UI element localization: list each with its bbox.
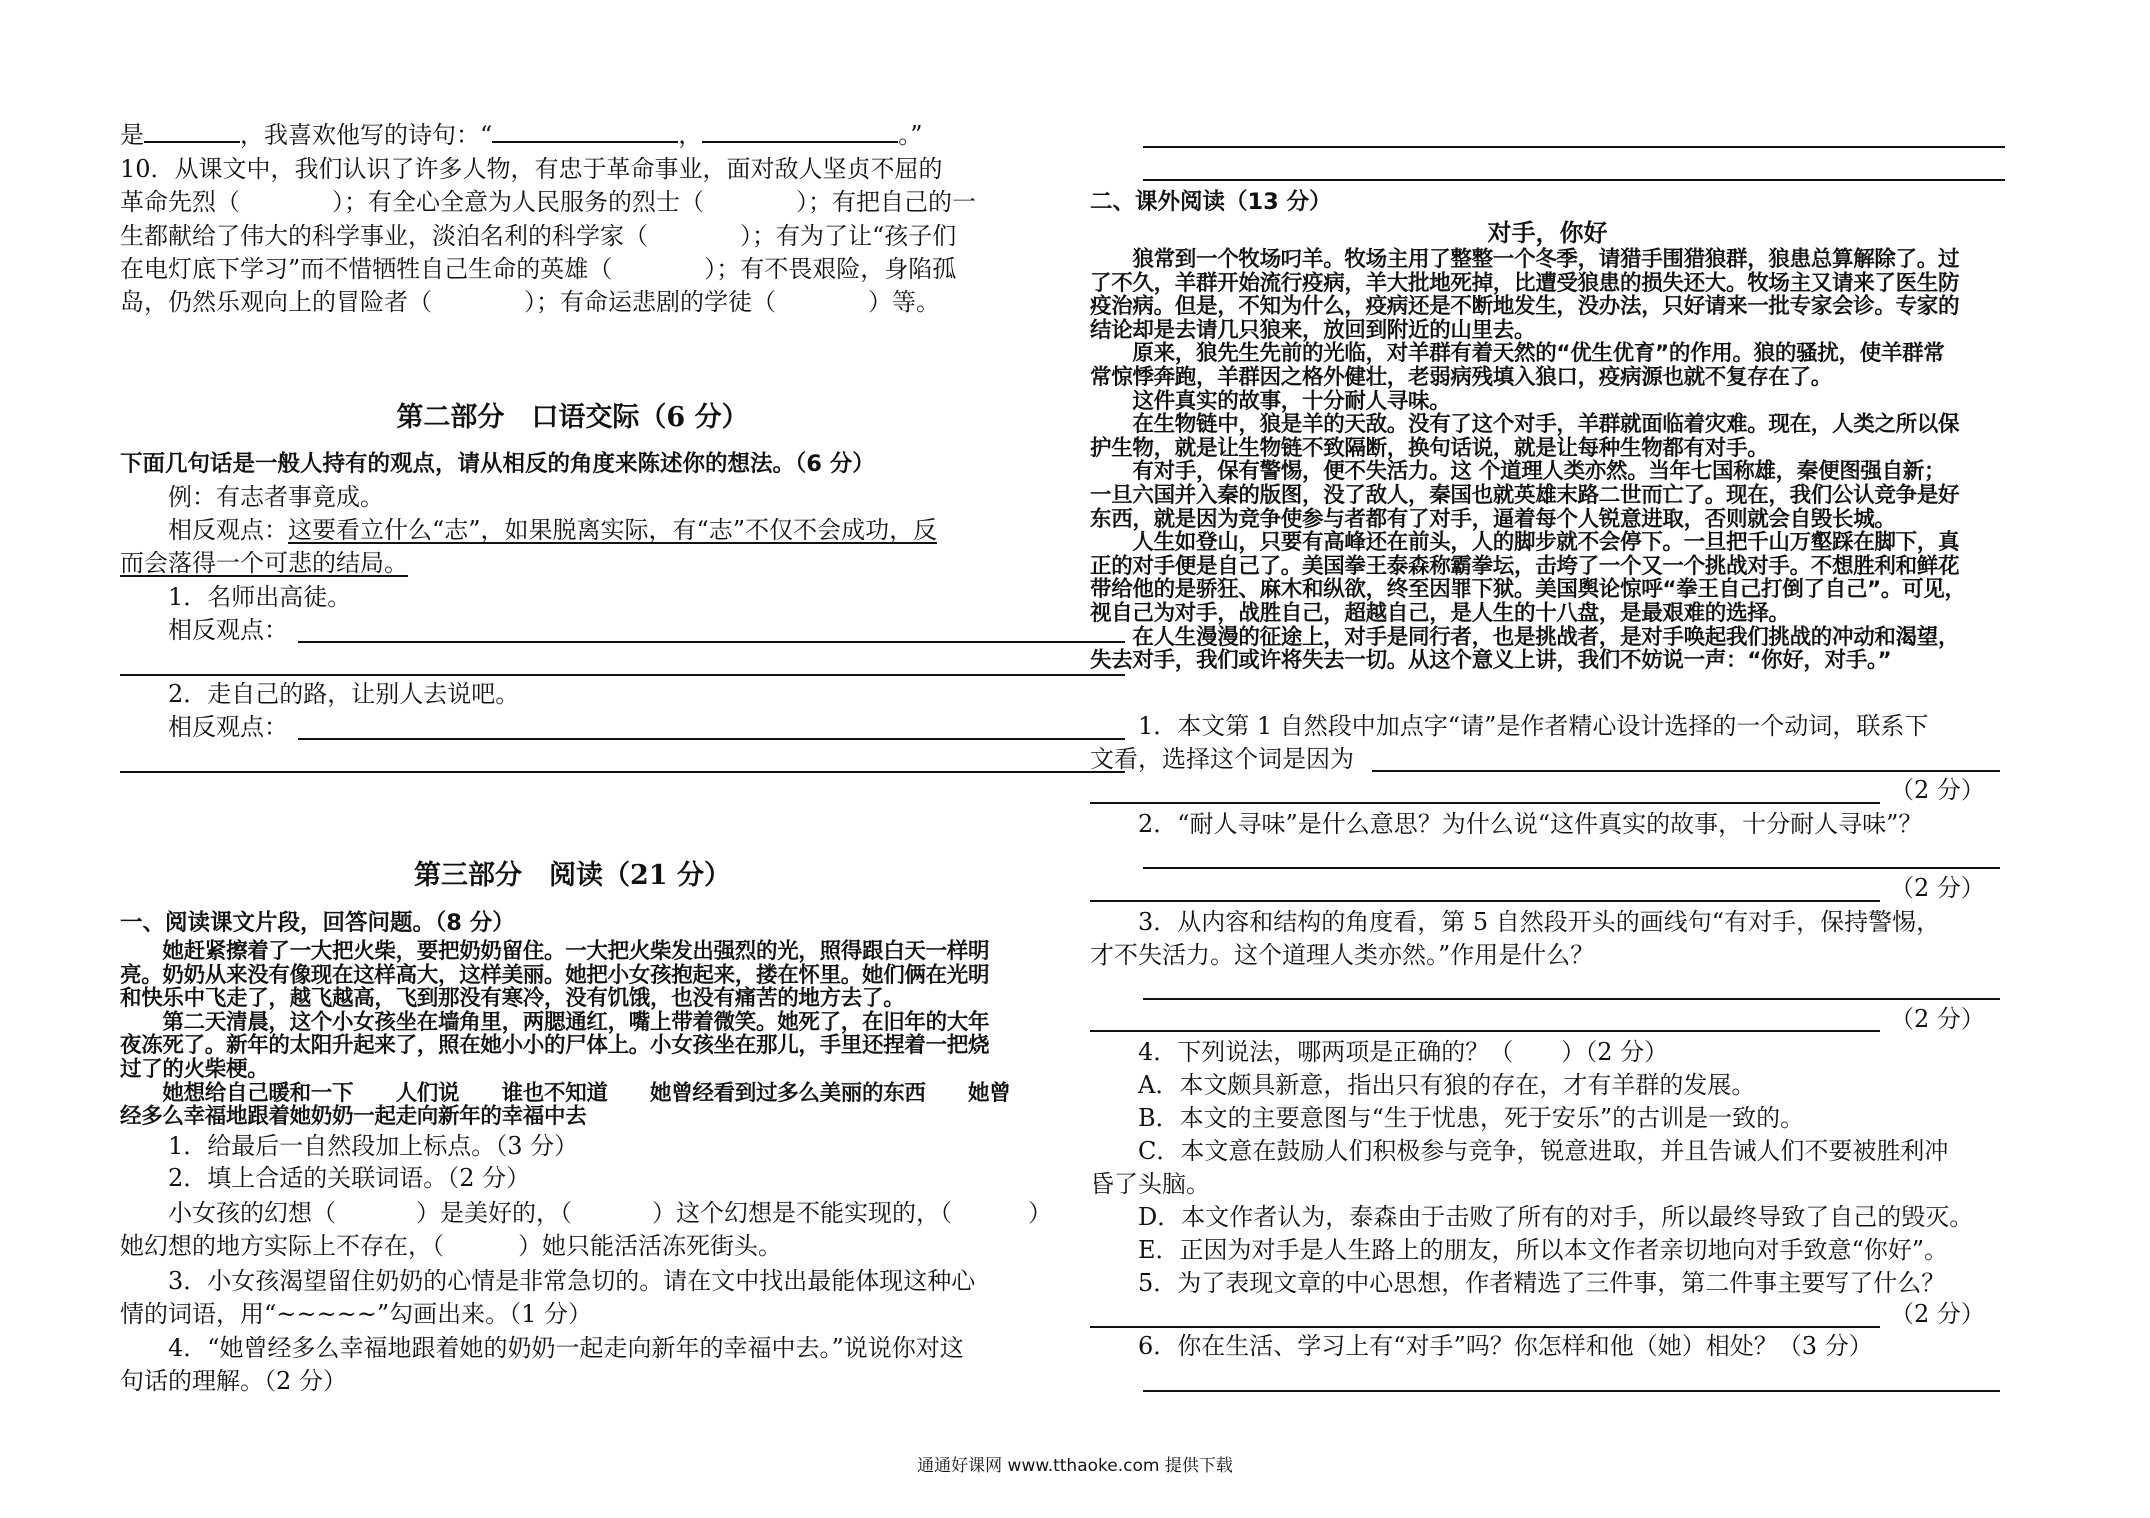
q10-l3b: ）；有为了让“孩子们	[740, 222, 957, 250]
q9-line	[120, 119, 923, 151]
rq1-answer-line-2[interactable]	[1090, 802, 1880, 804]
item2-answer-line-2[interactable]	[120, 771, 1125, 773]
q10-l2c: ）；有把自己的一	[796, 188, 976, 216]
rq6-answer-line[interactable]	[1143, 1390, 2000, 1392]
rq2-l2a: 她幻想的地方实际上不存在，（	[120, 1232, 444, 1260]
item1-answer-line-2[interactable]	[120, 674, 1125, 676]
q10-l5b: ）；有命运悲剧的学徒（	[524, 288, 776, 316]
q9-mid: ，我喜欢他写的诗句：“	[240, 121, 493, 149]
section2-title: 二、课外阅读（13 分）	[1090, 189, 1332, 215]
item1-answer-line-1[interactable]	[298, 641, 1125, 643]
rq3-line-2: 才不失活力。这个道理人类亦然。”作用是什么？	[1090, 941, 1595, 969]
option-a[interactable]: A．本文颇具新意，指出只有狼的存在，才有羊群的发展。	[1138, 1071, 1756, 1099]
example-answer-line-1	[120, 514, 937, 546]
story-line: 带给他的是骄狂、麻木和纵欲，终至因罪下狱。美国舆论惊呼“拳王自己打倒了自己”。可见，	[1090, 577, 1966, 603]
rq5-answer-line[interactable]	[1090, 1326, 1880, 1328]
part3-title: 第三部分 阅读（21 分）	[414, 860, 731, 891]
q10-line-1: 10．从课文中，我们认识了许多人物，有忠于革命事业，面对敌人坚贞不屈的	[120, 155, 943, 183]
reading-q2-line-1	[120, 1197, 1052, 1229]
example-line: 例：有志者事竟成。	[168, 483, 384, 511]
story-line: 视自己为对手，战胜自己，超越自己，是人生的十八盘，是最艰难的选择。	[1090, 600, 1790, 626]
reading-q4-line-2: 句话的理解。（2 分）	[120, 1367, 347, 1395]
reading-q4-line-1: 4．“她曾经多么幸福地跟着她的奶奶一起走向新年的幸福中去。”说说你对这	[168, 1334, 964, 1362]
passage-line: 经多么幸福地跟着她奶奶一起走向新年的幸福中去	[120, 1104, 587, 1130]
q10-l3a: 生都献给了伟大的科学事业，淡泊名利的科学家（	[120, 222, 648, 250]
q10-l4b: ）；有不畏艰险，身陷孤	[704, 255, 957, 283]
option-e[interactable]: E．正因为对手是人生路上的朋友，所以本文作者亲切地向对手致意“你好”。	[1138, 1236, 1949, 1264]
rq1-score: （2 分）	[1890, 776, 1985, 804]
rq2-l1a: 小女孩的幻想（	[168, 1199, 336, 1227]
q10-line-3	[120, 220, 956, 252]
reading-q3-line-2: 情的词语，用“~~~~~”勾画出来。（1 分）	[120, 1300, 592, 1328]
story-line: 失去对手，我们或许将失去一切。从这个意义上讲，我们不妨说一声：“你好，对手。”	[1090, 648, 1892, 674]
item2-answer-line-1[interactable]	[298, 738, 1125, 740]
reading-q3-line-1: 3．小女孩渴望留住奶奶的心情是非常急切的。请在文中找出最能体现这种心	[168, 1267, 976, 1295]
example-answer-2: 而会落得一个可悲的结局。	[120, 549, 408, 577]
story-line: 结论却是去请几只狼来，放回到附近的山里去。	[1090, 317, 1536, 343]
story-line: 一旦六国并入秦的版图，没了敌人，秦国也就英雄末路二世而亡了。现在，我们公认竞争是好	[1090, 482, 1960, 508]
example-answer-1: 这要看立什么“志”，如果脱离实际，有“志”不仅不会成功，反	[288, 516, 938, 544]
rq3-answer-line-1[interactable]	[1143, 998, 2000, 1000]
passage-line: 过了的火柴梗。	[120, 1056, 269, 1082]
footer-credit: 通通好课网 www.tthaoke.com 提供下载	[917, 1456, 1233, 1476]
story	[1090, 248, 2010, 673]
story-line: 在生物链中，狼是羊的天敌。没有了这个对手，羊群就面临着灾难。现在，人类之所以保	[1090, 412, 1960, 438]
rq1-line-2: 文看，选择这个词是因为	[1090, 745, 1354, 773]
q10-l4a: 在电灯底下学习”而不惜牺牲自己生命的英雄（	[120, 255, 613, 283]
q9-blank-2[interactable]	[492, 119, 678, 143]
rq3-score: （2 分）	[1890, 1005, 1985, 1033]
rq2: 2．“耐人寻味”是什么意思？为什么说“这件真实的故事，十分耐人寻味”？	[1138, 810, 1923, 838]
passage-line: 亮。奶奶从来没有像现在这样高大，这样美丽。她把小女孩抱起来，搂在怀里。她们俩在光明	[120, 962, 990, 988]
q10-line-5	[120, 286, 940, 318]
part2-instruction: 下面几句话是一般人持有的观点，请从相反的角度来陈述你的想法。（6 分）	[120, 451, 875, 477]
option-d[interactable]: D．本文作者认为，泰森由于击败了所有的对手，所以最终导致了自己的毁灭。	[1138, 1203, 1974, 1231]
rq2-l1c: ）这个幻想是不能实现的，（	[652, 1199, 952, 1227]
item-2: 2．走自己的路，让别人去说吧。	[168, 680, 520, 708]
option-c-line-1[interactable]: C．本文意在鼓励人们积极参与竞争，锐意进取，并且告诫人们不要被胜利冲	[1138, 1137, 1949, 1165]
story-line: 狼常到一个牧场叼羊。牧场主用了整整一个冬季，请猎手围猎狼群，狼患总算解除了。过	[1090, 247, 1960, 272]
rq3-line-1: 3．从内容和结构的角度看，第 5 自然段开头的画线句“有对手，保持警惕，	[1138, 908, 1941, 936]
story-line: 护生物，就是让生物链不致隔断，换句话说，就是让每种生物都有对手。	[1090, 435, 1769, 461]
story-line: 有对手，保有警惕，便不失活力。这 个道理人类亦然。当年七国称雄，秦便图强自新；	[1090, 459, 1946, 485]
story-line: 原来，狼先生先前的光临，对羊群有着天然的“优生优育”的作用。狼的骚扰，使羊群常	[1090, 341, 1945, 367]
q9-end: 。”	[898, 121, 923, 149]
reading-q1: 1．给最后一自然段加上标点。（3 分）	[168, 1132, 579, 1160]
item1-answer-label: 相反观点：	[168, 616, 288, 644]
story-line: 正的对手便是自己了。美国拳王泰森称霸拳坛，击垮了一个又一个挑战对手。不想胜利和鲜花	[1090, 553, 1960, 579]
rq2-score: （2 分）	[1890, 874, 1985, 902]
item2-answer-label: 相反观点：	[168, 713, 288, 741]
q10-l5a: 岛，仍然乐观向上的冒险者（	[120, 288, 432, 316]
rq5: 5．为了表现文章的中心思想，作者精选了三件事，第二件事主要写了什么？	[1138, 1269, 1946, 1297]
q10-answer-line-1[interactable]	[1143, 146, 2005, 148]
option-c-line-2: 昏了头脑。	[1090, 1170, 1210, 1198]
rq2-l1d: ）	[1028, 1199, 1052, 1227]
q10-answer-line-2[interactable]	[1143, 179, 2005, 181]
story-line: 了不久，羊群开始流行疫病，羊大批地死掉，比遭受狼患的损失还大。牧场主又请来了医生防	[1090, 270, 1960, 296]
passage-line: 夜冻死了。新年的太阳升起来了，照在她小小的尸体上。小女孩坐在那儿，手里还捏着一把烧	[120, 1033, 990, 1059]
q10-line-4	[120, 253, 956, 285]
passage-line: 她赶紧擦着了一大把火柴，要把奶奶留住。一大把火柴发出强烈的光，照得跟白天一样明	[120, 939, 990, 964]
q10-l5c: ）等。	[868, 288, 940, 316]
rq2-answer-line-2[interactable]	[1090, 900, 1880, 902]
rq4: 4．下列说法，哪两项是正确的？（ ）（2 分）	[1138, 1038, 1669, 1066]
rq5-score: （2 分）	[1890, 1300, 1985, 1328]
item-1: 1．名师出高徒。	[168, 583, 352, 611]
story-line: 人生如登山，只要有高峰还在前头，人的脚步就不会停下。一旦把千山万壑踩在脚下，真	[1090, 530, 1960, 556]
reading-q2: 2．填上合适的关联词语。（2 分）	[168, 1164, 531, 1192]
rq3-answer-line-2[interactable]	[1090, 1030, 1880, 1032]
passage-line: 她想给自己暖和一下 人们说 谁也不知道 她曾经看到过多么美丽的东西 她曾	[120, 1080, 1011, 1106]
story-line: 东西，就是因为竞争使参与者都有了对手，逼着每个人锐意进取，否则就会自毁长城。	[1090, 506, 1896, 532]
opp-label-example: 相反观点：	[168, 516, 288, 544]
q9-blank-1[interactable]	[144, 119, 240, 143]
passage-line: 第二天清晨，这个小女孩坐在墙角里，两腮通红，嘴上带着微笑。她死了，在旧年的大年	[120, 1009, 990, 1035]
part2-title: 第二部分 口语交际（6 分）	[396, 402, 749, 433]
reading-q2-line-2	[120, 1230, 782, 1262]
rq2-answer-line-1[interactable]	[1143, 867, 2000, 869]
rq6: 6．你在生活、学习上有“对手”吗？你怎样和他（她）相处？（3 分）	[1138, 1332, 1873, 1360]
story-line: 这件真实的故事，十分耐人寻味。	[1090, 388, 1451, 414]
rq1-answer-line-1[interactable]	[1372, 770, 2000, 772]
passage-line: 和快乐中飞走了，越飞越高，飞到那没有寒冷，没有饥饿，也没有痛苦的地方去了。	[120, 986, 905, 1012]
q9-pre: 是	[120, 121, 144, 149]
q9-comma: ，	[678, 121, 703, 149]
story-line: 在人生漫漫的征途上，对手是同行者，也是挑战者，是对手唤起我们挑战的冲动和渴望，	[1090, 624, 1960, 650]
q10-l2a: 革命先烈（	[120, 188, 240, 216]
q9-blank-3[interactable]	[702, 119, 898, 143]
rq2-l1b: ）是美好的，（	[416, 1199, 572, 1227]
example-answer-line-2	[120, 547, 408, 579]
passage	[120, 940, 1030, 1129]
story-line: 疫治病。但是，不知为什么，疫病还是不断地发生，没办法，只好请来一批专家会诊。专家的	[1090, 294, 1960, 320]
q10-l2b: ）；有全心全意为人民服务的烈士（	[332, 188, 704, 216]
q10-line-2	[120, 186, 976, 218]
story-title: 对手，你好	[1487, 218, 1608, 247]
section1-title: 一、阅读课文片段，回答问题。（8 分）	[120, 910, 515, 936]
story-line: 常惊悸奔跑，羊群因之格外健壮，老弱病残填入狼口，疫病源也就不复存在了。	[1090, 364, 1833, 390]
rq1-line-1: 1．本文第 1 自然段中加点字“请”是作者精心设计选择的一个动词，联系下	[1138, 712, 1929, 740]
option-b[interactable]: B．本文的主要意图与“生于忧患，死于安乐”的古训是一致的。	[1138, 1104, 1805, 1132]
rq2-l2b: ）她只能活活冻死街头。	[518, 1232, 782, 1260]
